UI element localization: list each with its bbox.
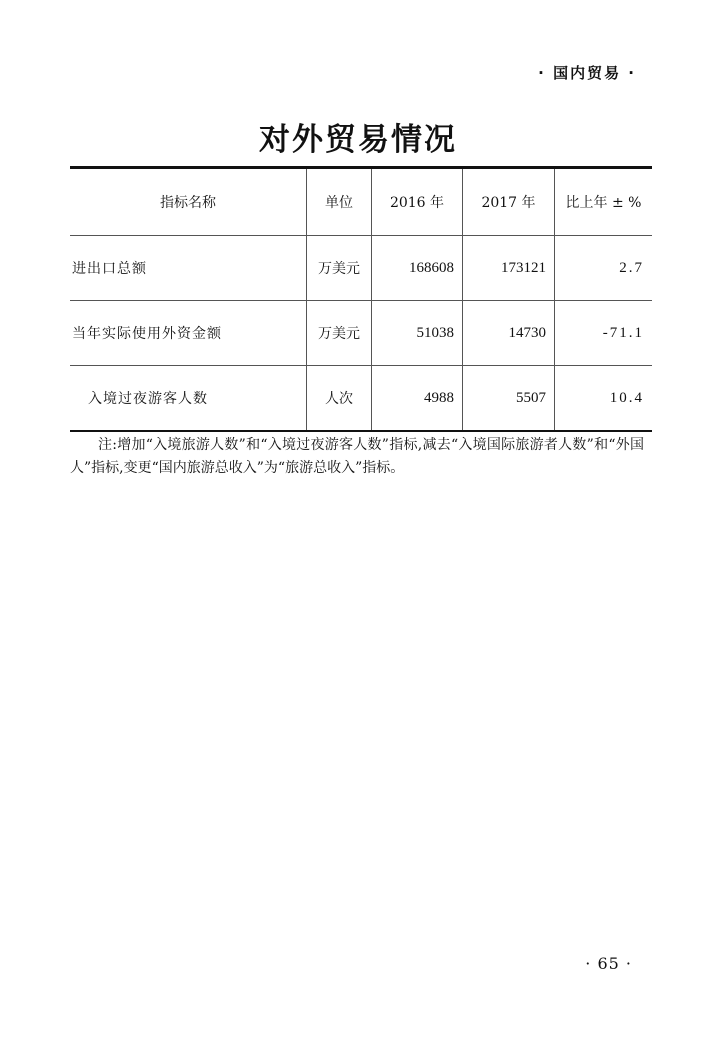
trade-table [70, 166, 652, 432]
header-change: 比上年 ± % [555, 168, 653, 236]
running-head: · 国内贸易 · [538, 64, 636, 82]
row-value-2016: 4988 [372, 366, 463, 432]
row-name: 进出口总额 [70, 236, 307, 301]
row-value-2017: 14730 [463, 301, 555, 366]
table-row [70, 236, 652, 301]
header-unit: 单位 [307, 168, 372, 236]
table-note: 注:增加“入境旅游人数”和“入境过夜游客人数”指标,减去“入境国际旅游者人数”和“外国人”指标,变更“国内旅游总收入”为“旅游总收入”指标。 [70, 437, 644, 476]
table-row [70, 366, 652, 432]
header-2017: 2017 年 [463, 168, 555, 236]
row-change: -71.1 [555, 301, 653, 366]
header-indicator-name: 指标名称 [70, 168, 307, 236]
row-unit: 人次 [307, 366, 372, 432]
row-name: 入境过夜游客人数 [88, 391, 208, 407]
table-header-row [70, 168, 652, 236]
row-value-2017: 5507 [463, 366, 555, 432]
row-name: 当年实际使用外资金额 [70, 301, 307, 366]
row-value-2017: 173121 [463, 236, 555, 301]
row-change: 2.7 [555, 236, 653, 301]
row-unit: 万美元 [307, 301, 372, 366]
header-2016: 2016 年 [372, 168, 463, 236]
table-row [70, 301, 652, 366]
row-value-2016: 168608 [372, 236, 463, 301]
row-value-2016: 51038 [372, 301, 463, 366]
page-number: · 65 · [585, 954, 632, 973]
page-title: 对外贸易情况 [259, 122, 457, 158]
row-change: 10.4 [609, 389, 644, 406]
row-unit: 万美元 [307, 236, 372, 301]
